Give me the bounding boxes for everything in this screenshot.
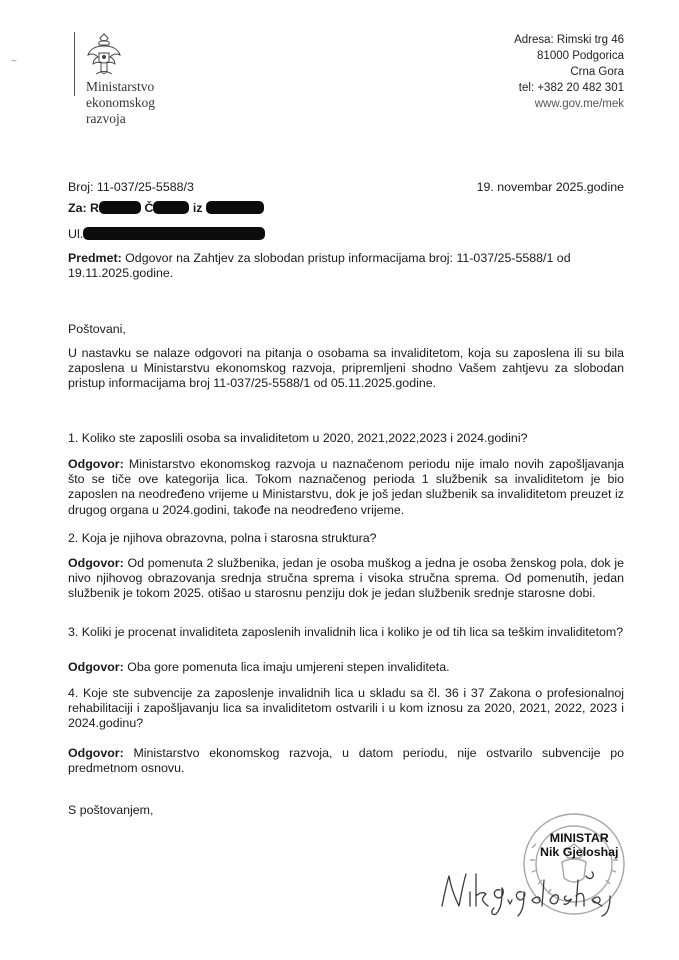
greeting: Poštovani, [68, 322, 126, 336]
redaction-bar [153, 201, 189, 214]
subject [68, 251, 624, 281]
answer-3-text: Oba gore pomenuta lica imaju umjereni stepen invaliditeta. [127, 660, 450, 674]
address-street: Adresa: Rimski trg 46 [514, 34, 624, 46]
address-block [514, 32, 624, 112]
question-4: 4. Koje ste subvencije za zaposlenje invalidnih lica u skladu sa čl. 36 i 37 Zakona o profesionalnoj rehabilitaciji i zapošljavanju lica sa invaliditetom ostvarili i u kom iznosu za 2020, 2021, 2022, 2023 i 2024.godinu? [68, 686, 624, 731]
reference-number: Broj: 11-037/25-5588/3 [68, 180, 194, 194]
answer-label: Odgovor: [68, 556, 124, 570]
recipient-prefix: Za: R [68, 201, 99, 215]
address-city: 81000 Podgorica [537, 50, 624, 62]
letter-date: 19. novembar 2025.godine [476, 180, 624, 194]
intro-paragraph: U nastavku se nalaze odgovori na pitanja o osobama sa invaliditetom, koja su zaposlena ili su bila zaposlena u Ministarstvu ekonomskog razvoja, pripremljeni shodno Vašem zahtjevu za slobodan pristup informacijama broj 11-037/25-5588/1 od 05.11.2025.godine. [68, 346, 624, 391]
minister-title: MINISTAR [549, 831, 609, 845]
subject-label: Predmet: [68, 251, 122, 265]
answer-4-text: Ministarstvo ekonomskog razvoja, u datom periodu, nije ostvarilo subvencije po predmetnom osnovu. [68, 746, 624, 776]
subject-text: Odgovor na Zahtjev za slobodan pristup informacijama broj: 11-037/25-5588/1 od 19.11.2025.godine. [68, 251, 571, 281]
minister-block [540, 831, 619, 859]
handwritten-signature [436, 866, 621, 918]
address-website: www.gov.me/mek [534, 98, 624, 110]
ministry-line-2: ekonomskog [86, 95, 155, 110]
ministry-name [86, 79, 155, 127]
answer-label: Odgovor: [68, 746, 124, 760]
answer-2 [68, 556, 624, 602]
question-3: 3. Koliki je procenat invaliditeta zaposlenih invalidnih lica i koliko je od tih lica sa teškim invaliditetom? [68, 625, 624, 639]
redaction-bar [99, 201, 141, 214]
ministry-line-3: razvoja [86, 111, 126, 126]
scan-artifact: ~ [11, 56, 17, 67]
question-1: 1. Koliko ste zaposlili osoba sa invaliditetom u 2020, 2021,2022,2023 i 2024.godini? [68, 431, 528, 445]
street-line [68, 227, 265, 242]
minister-name: Nik Gjeloshaj [540, 845, 619, 859]
answer-label: Odgovor: [68, 660, 124, 674]
recipient-line [68, 201, 264, 216]
street-prefix: Ul. [68, 227, 84, 241]
logo-divider [74, 32, 75, 96]
answer-1 [68, 457, 624, 518]
coat-of-arms-icon [86, 33, 122, 77]
redaction-bar [206, 201, 264, 214]
question-2: 2. Koja je njihova obrazovna, polna i starosna struktura? [68, 531, 377, 545]
address-phone: tel: +382 20 482 301 [518, 82, 624, 94]
recipient-initial: Č [144, 201, 154, 215]
redaction-bar [83, 227, 265, 240]
answer-label: Odgovor: [68, 457, 124, 471]
ministry-line-1: Ministarstvo [86, 79, 155, 94]
answer-3 [68, 660, 624, 675]
recipient-from: iz [192, 201, 203, 215]
answer-1-text: Ministarstvo ekonomskog razvoja u naznačenom periodu nije imalo novih zapošljavanja što se tiče ove kategorija lica. Tokom naznačenog perioda 1 službenik sa invaliditetom je bio zaposlen na neodređeno vrijeme u Ministarstvu, dok je još jedan službenik sa invaliditetom preuzet iz drugog organa u 2024.godini, takođe na neodređeno vrijeme. [68, 457, 624, 517]
closing: S poštovanjem, [68, 803, 154, 817]
answer-4 [68, 746, 624, 776]
address-country: Crna Gora [570, 66, 624, 78]
answer-2-text: Od pomenuta 2 službenika, jedan je osoba muškog a jedna je osoba ženskog pola, dok je nivo njihovog obrazovanja srednja stručna sprema i visoka stručna sprema. Od pomenutih, jedan službenik je tokom 2025. otišao u starosnu penziju dok je jedan službenik srednje starosne dobi. [68, 556, 624, 601]
